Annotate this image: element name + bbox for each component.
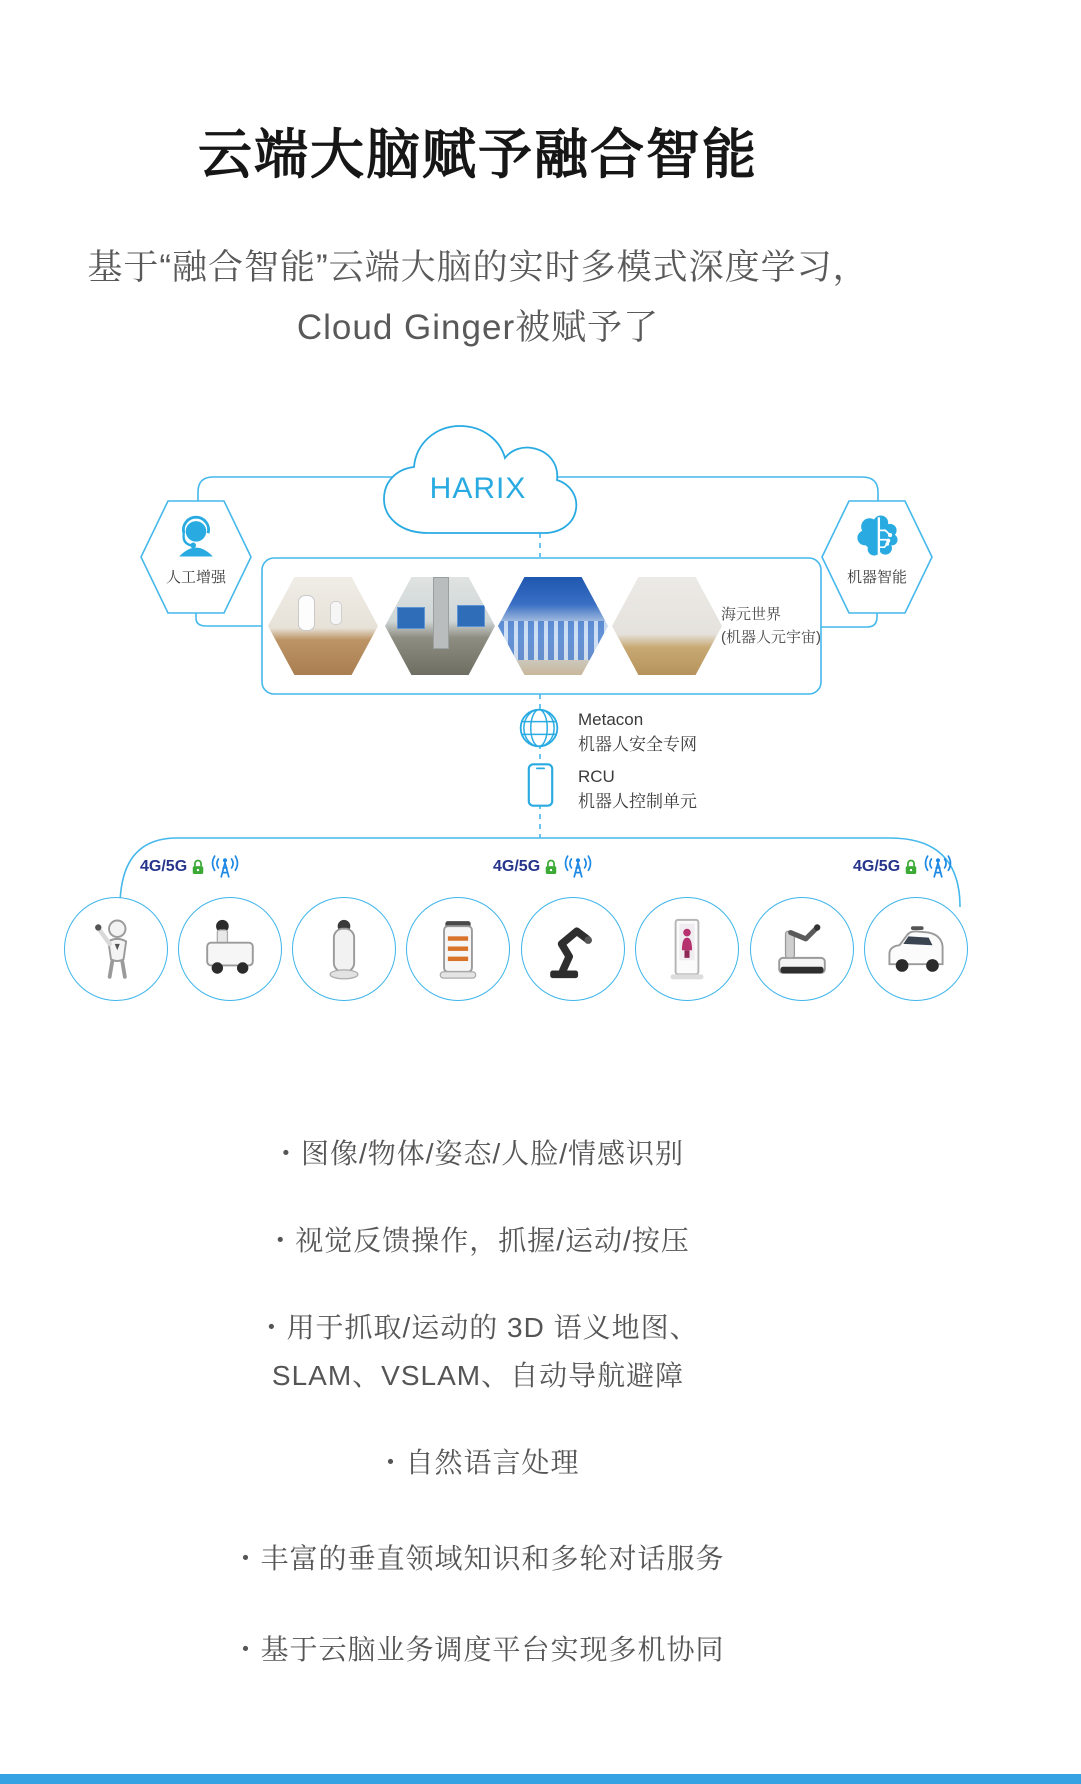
metaverse-label-line-2: (机器人元宇宙) — [721, 629, 821, 646]
subtitle-line-2: Cloud Ginger被赋予了 — [296, 308, 660, 347]
network-label-left — [140, 854, 241, 879]
robot-circle-delivery-vehicle-robot — [178, 897, 282, 1001]
network-label-right — [853, 854, 954, 879]
brain-icon — [849, 508, 905, 569]
robot-circle-humanoid-service-robot — [64, 897, 168, 1001]
mobile-manipulator-image — [764, 911, 840, 987]
humanoid-robot-image — [78, 911, 154, 987]
bullet-dot: ・ — [271, 1138, 301, 1169]
rcu-name: RCU — [578, 767, 615, 786]
robot-circle-mobile-manipulator-robot — [750, 897, 854, 1001]
metacon-name: Metacon — [578, 710, 644, 729]
robotic-arm-image — [535, 911, 611, 987]
network-label-text: 4G/5G — [493, 857, 541, 875]
autonomous-car-image — [878, 911, 954, 987]
cloud-label: HARIX — [429, 472, 527, 505]
bullet-dot: ・ — [231, 1543, 261, 1574]
feature-item: ・丰富的垂直领域知识和多轮对话服务 — [231, 1543, 725, 1574]
robot-circle-patrol-column-robot — [292, 897, 396, 1001]
robot-circle-shelf-delivery-robot — [406, 897, 510, 1001]
right-node-label: 机器智能 — [846, 569, 907, 586]
bullet-dot: ・ — [231, 1634, 261, 1665]
left-node-label: 人工增强 — [165, 569, 226, 586]
network-label-text: 4G/5G — [140, 857, 188, 875]
patrol-robot-image — [306, 911, 382, 987]
metacon-label — [578, 707, 697, 757]
rcu-label — [578, 764, 697, 814]
antenna-icon — [922, 854, 954, 879]
left-box-connector-line — [196, 613, 262, 626]
network-label-center — [493, 854, 594, 879]
lock-icon — [191, 858, 205, 876]
page-title: 云端大脑赋予融合智能 — [198, 125, 758, 185]
delivery-robot-image — [192, 911, 268, 987]
lock-icon — [544, 858, 558, 876]
metacon-desc: 机器人安全专网 — [578, 735, 697, 754]
feature-item-continuation: SLAM、VSLAM、自动导航避障 — [271, 1360, 685, 1391]
subtitle-line-1: 基于“融合智能”云端大脑的实时多模式深度学习， — [87, 248, 869, 287]
antenna-icon — [562, 854, 594, 879]
metaverse-label-line-1: 海元世界 — [721, 606, 782, 623]
feature-item: ・基于云脑业务调度平台实现多机协同 — [231, 1634, 725, 1665]
feature-item: ・图像/物体/姿态/人脸/情感识别 — [271, 1138, 685, 1169]
shelf-robot-image — [420, 911, 496, 987]
phone-icon — [527, 762, 554, 813]
rcu-desc: 机器人控制单元 — [578, 792, 697, 811]
antenna-icon — [209, 854, 241, 879]
feature-item: ・视觉反馈操作，抓握/运动/按压 — [266, 1225, 690, 1256]
robot-circle-autonomous-vehicle — [864, 897, 968, 1001]
bottom-section-divider — [0, 1774, 1081, 1784]
network-label-text: 4G/5G — [853, 857, 901, 875]
bullet-dot: ・ — [257, 1312, 287, 1343]
metaverse-label — [721, 603, 821, 649]
kiosk-robot-image — [649, 911, 725, 987]
feature-item: ・用于抓取/运动的 3D 语义地图、 — [257, 1312, 699, 1343]
globe-icon — [517, 706, 561, 755]
feature-item: ・自然语言处理 — [376, 1447, 580, 1478]
bullet-dot: ・ — [376, 1447, 406, 1478]
right-box-connector-line — [821, 613, 877, 627]
robot-circle-signage-kiosk-robot — [635, 897, 739, 1001]
lock-icon — [904, 858, 918, 876]
architecture-diagram — [0, 360, 1081, 1020]
robot-circle-dual-arm-robot — [521, 897, 625, 1001]
headset-person-icon — [168, 508, 224, 569]
bullet-dot: ・ — [266, 1225, 296, 1256]
